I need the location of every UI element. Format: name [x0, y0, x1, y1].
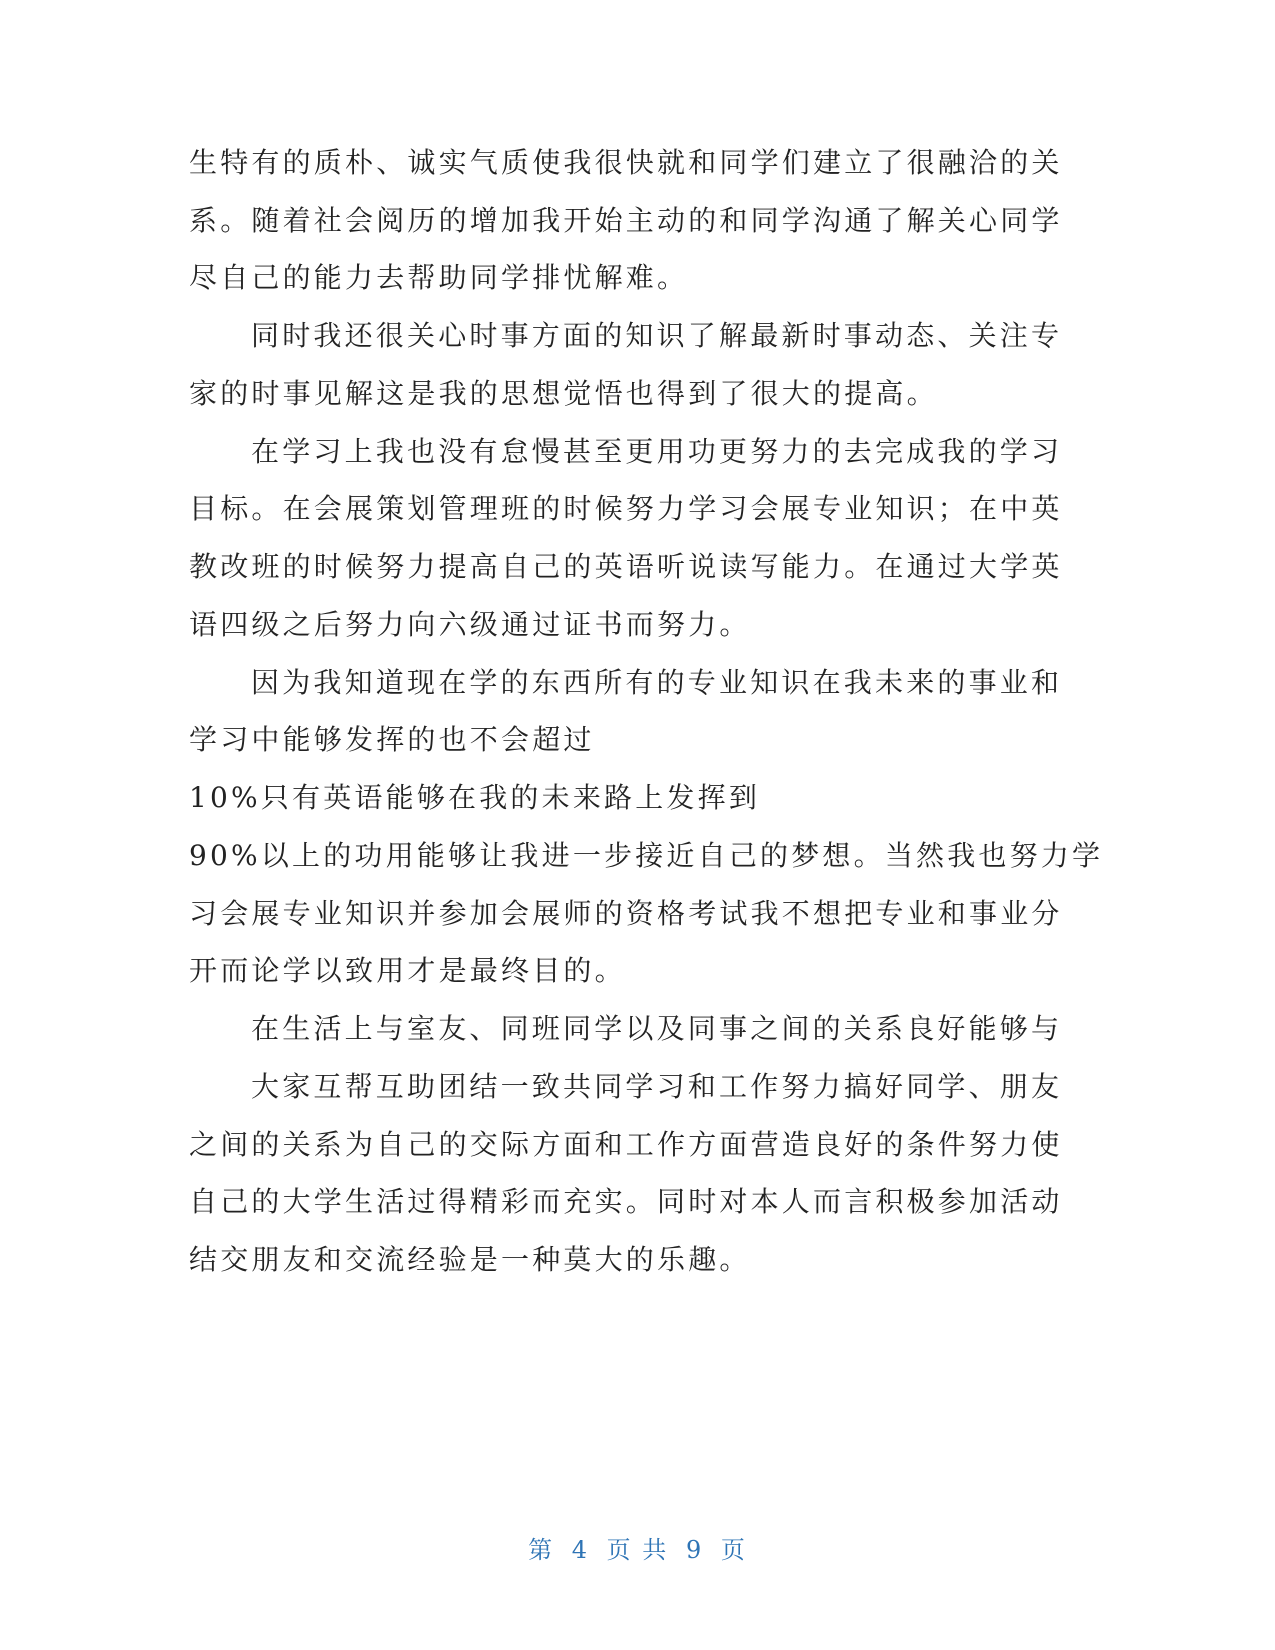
- paragraph-first-line: 因为我知道现在学的东西所有的专业知识在我未来的事业和: [251, 666, 1063, 699]
- body-line: 结交朋友和交流经验是一种莫大的乐趣。: [189, 1243, 751, 1276]
- body-line: 目标。在会展策划管理班的时候努力学习会展专业知识；在中英: [189, 492, 1063, 525]
- body-line: 教改班的时候努力提高自己的英语听说读写能力。在通过大学英: [189, 550, 1063, 583]
- body-line: 10%只有英语能够在我的未来路上发挥到: [189, 781, 761, 814]
- footer-middle: 页 共: [606, 1536, 669, 1564]
- paragraph-first-line: 在生活上与室友、同班同学以及同事之间的关系良好能够与: [251, 1012, 1063, 1045]
- paragraph-first-line: 大家互帮互助团结一致共同学习和工作努力搞好同学、朋友: [251, 1070, 1063, 1103]
- footer-total-pages: 9: [685, 1536, 704, 1564]
- body-line: 学习中能够发挥的也不会超过: [189, 723, 595, 756]
- body-line: 开而论学以致用才是最终目的。: [189, 954, 626, 987]
- footer-suffix: 页: [720, 1536, 747, 1564]
- paragraph-first-line: 同时我还很关心时事方面的知识了解最新时事动态、关注专: [251, 319, 1063, 352]
- body-line: 习会展专业知识并参加会展师的资格考试我不想把专业和事业分: [189, 897, 1063, 930]
- body-line: 自己的大学生活过得精彩而充实。同时对本人而言积极参加活动: [189, 1185, 1063, 1218]
- body-line: 90%以上的功用能够让我进一步接近自己的梦想。当然我也努力学: [189, 839, 1104, 872]
- footer-current-page: 4: [571, 1536, 590, 1564]
- body-line: 尽自己的能力去帮助同学排忧解难。: [189, 261, 689, 294]
- body-line: 生特有的质朴、诚实气质使我很快就和同学们建立了很融洽的关: [189, 146, 1063, 179]
- body-line: 之间的关系为自己的交际方面和工作方面营造良好的条件努力使: [189, 1128, 1063, 1161]
- body-line: 家的时事见解这是我的思想觉悟也得到了很大的提高。: [189, 377, 938, 410]
- paragraph-first-line: 在学习上我也没有怠慢甚至更用功更努力的去完成我的学习: [251, 435, 1063, 468]
- footer-prefix: 第: [528, 1536, 555, 1564]
- body-line: 语四级之后努力向六级通过证书而努力。: [189, 608, 751, 641]
- page-footer: [0, 1530, 1275, 1565]
- body-line: 系。随着社会阅历的增加我开始主动的和同学沟通了解关心同学: [189, 204, 1063, 237]
